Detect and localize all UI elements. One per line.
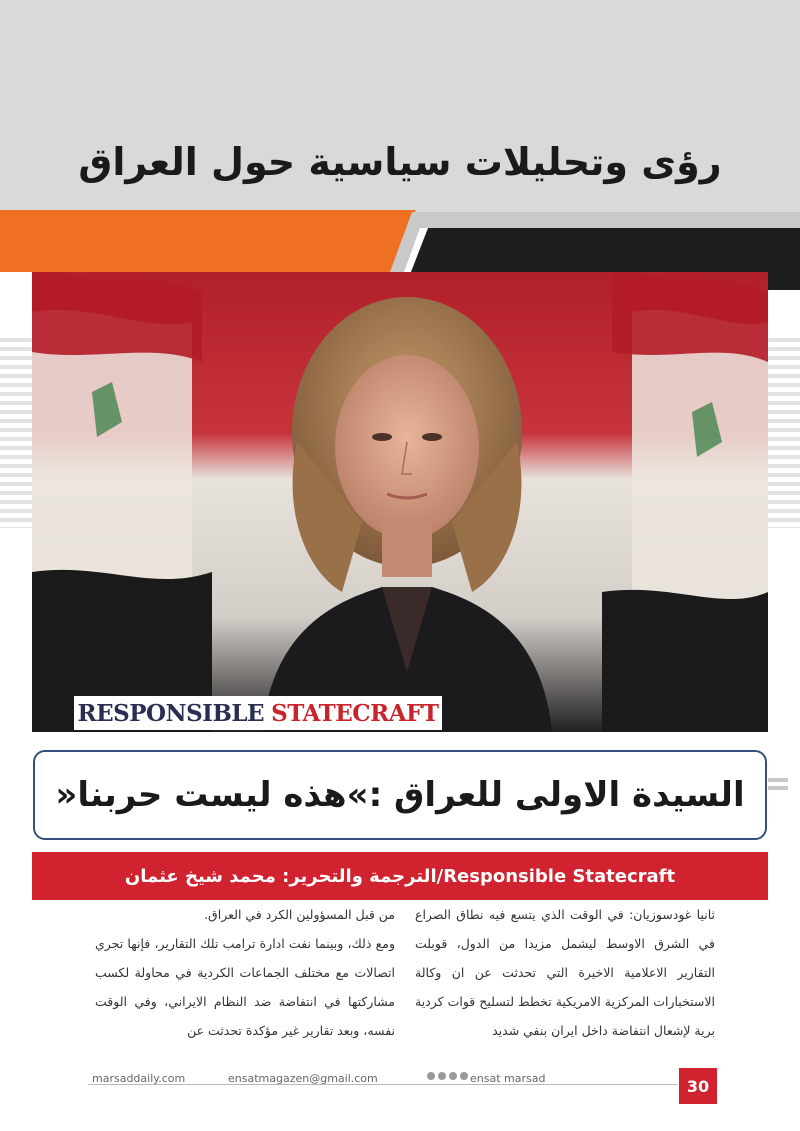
footer-social-icons — [427, 1072, 468, 1080]
decorative-lines-left — [0, 338, 32, 528]
badge-word-responsible: RESPONSIBLE — [77, 699, 265, 727]
headline-accent — [768, 786, 788, 790]
body-paragraph: ثانيا غودسوزيان: في الوقت الذي يتسع فيه نطاق الصراع في الشرق الاوسط ليشمل مزيدا من الدول، قوبلت التقارير الاعلامية الاخيرة التي تحدثت عن ان وكالة الاستخبارات المركزية الامريكية تخطط لتسليح قوات كردية برية لإشعال انتفاضة داخل ايران بنفي شديد — [415, 907, 715, 1038]
section-title: رؤى وتحليلات سياسية حول العراق — [78, 140, 722, 184]
article-photo — [32, 272, 768, 732]
instagram-icon[interactable] — [449, 1072, 457, 1080]
twitter-icon[interactable] — [438, 1072, 446, 1080]
article-headline: السيدة الاولى للعراق :»هذه ليست حربنا« — [55, 775, 745, 815]
facebook-icon[interactable] — [427, 1072, 435, 1080]
page-number: 30 — [679, 1068, 717, 1104]
youtube-icon[interactable] — [460, 1072, 468, 1080]
headline-accent — [768, 778, 788, 782]
headline-box — [33, 750, 767, 840]
body-paragraph: من قبل المسؤولين الكرد في العراق. — [204, 907, 395, 922]
body-column-right — [415, 900, 715, 1045]
badge-word-statecraft: STATECRAFT — [271, 699, 439, 727]
decorative-lines-right — [768, 338, 800, 528]
footer-website[interactable]: marsaddaily.com — [92, 1072, 186, 1085]
source-badge — [74, 696, 442, 730]
portrait-image — [32, 272, 768, 732]
body-column-left — [95, 900, 395, 1045]
article-byline: Responsible Statecraft/الترجمة والتحرير: محمد شيخ عثمان — [124, 865, 676, 887]
footer-email[interactable]: ensatmagazen@gmail.com — [228, 1072, 378, 1085]
body-paragraph: ومع ذلك، وبينما نفت ادارة ترامب تلك التقارير، فإنها تجري اتصالات مع مختلف الجماعات الكردية في محاولة لكسب مشاركتها في انتفاضة ضد النظام الايراني، وفي الوقت نفسه، وبعد تقارير غير مؤكدة تحدثت عن — [95, 936, 395, 1038]
footer-name: ensat marsad — [470, 1072, 546, 1085]
byline-bar — [32, 852, 768, 900]
